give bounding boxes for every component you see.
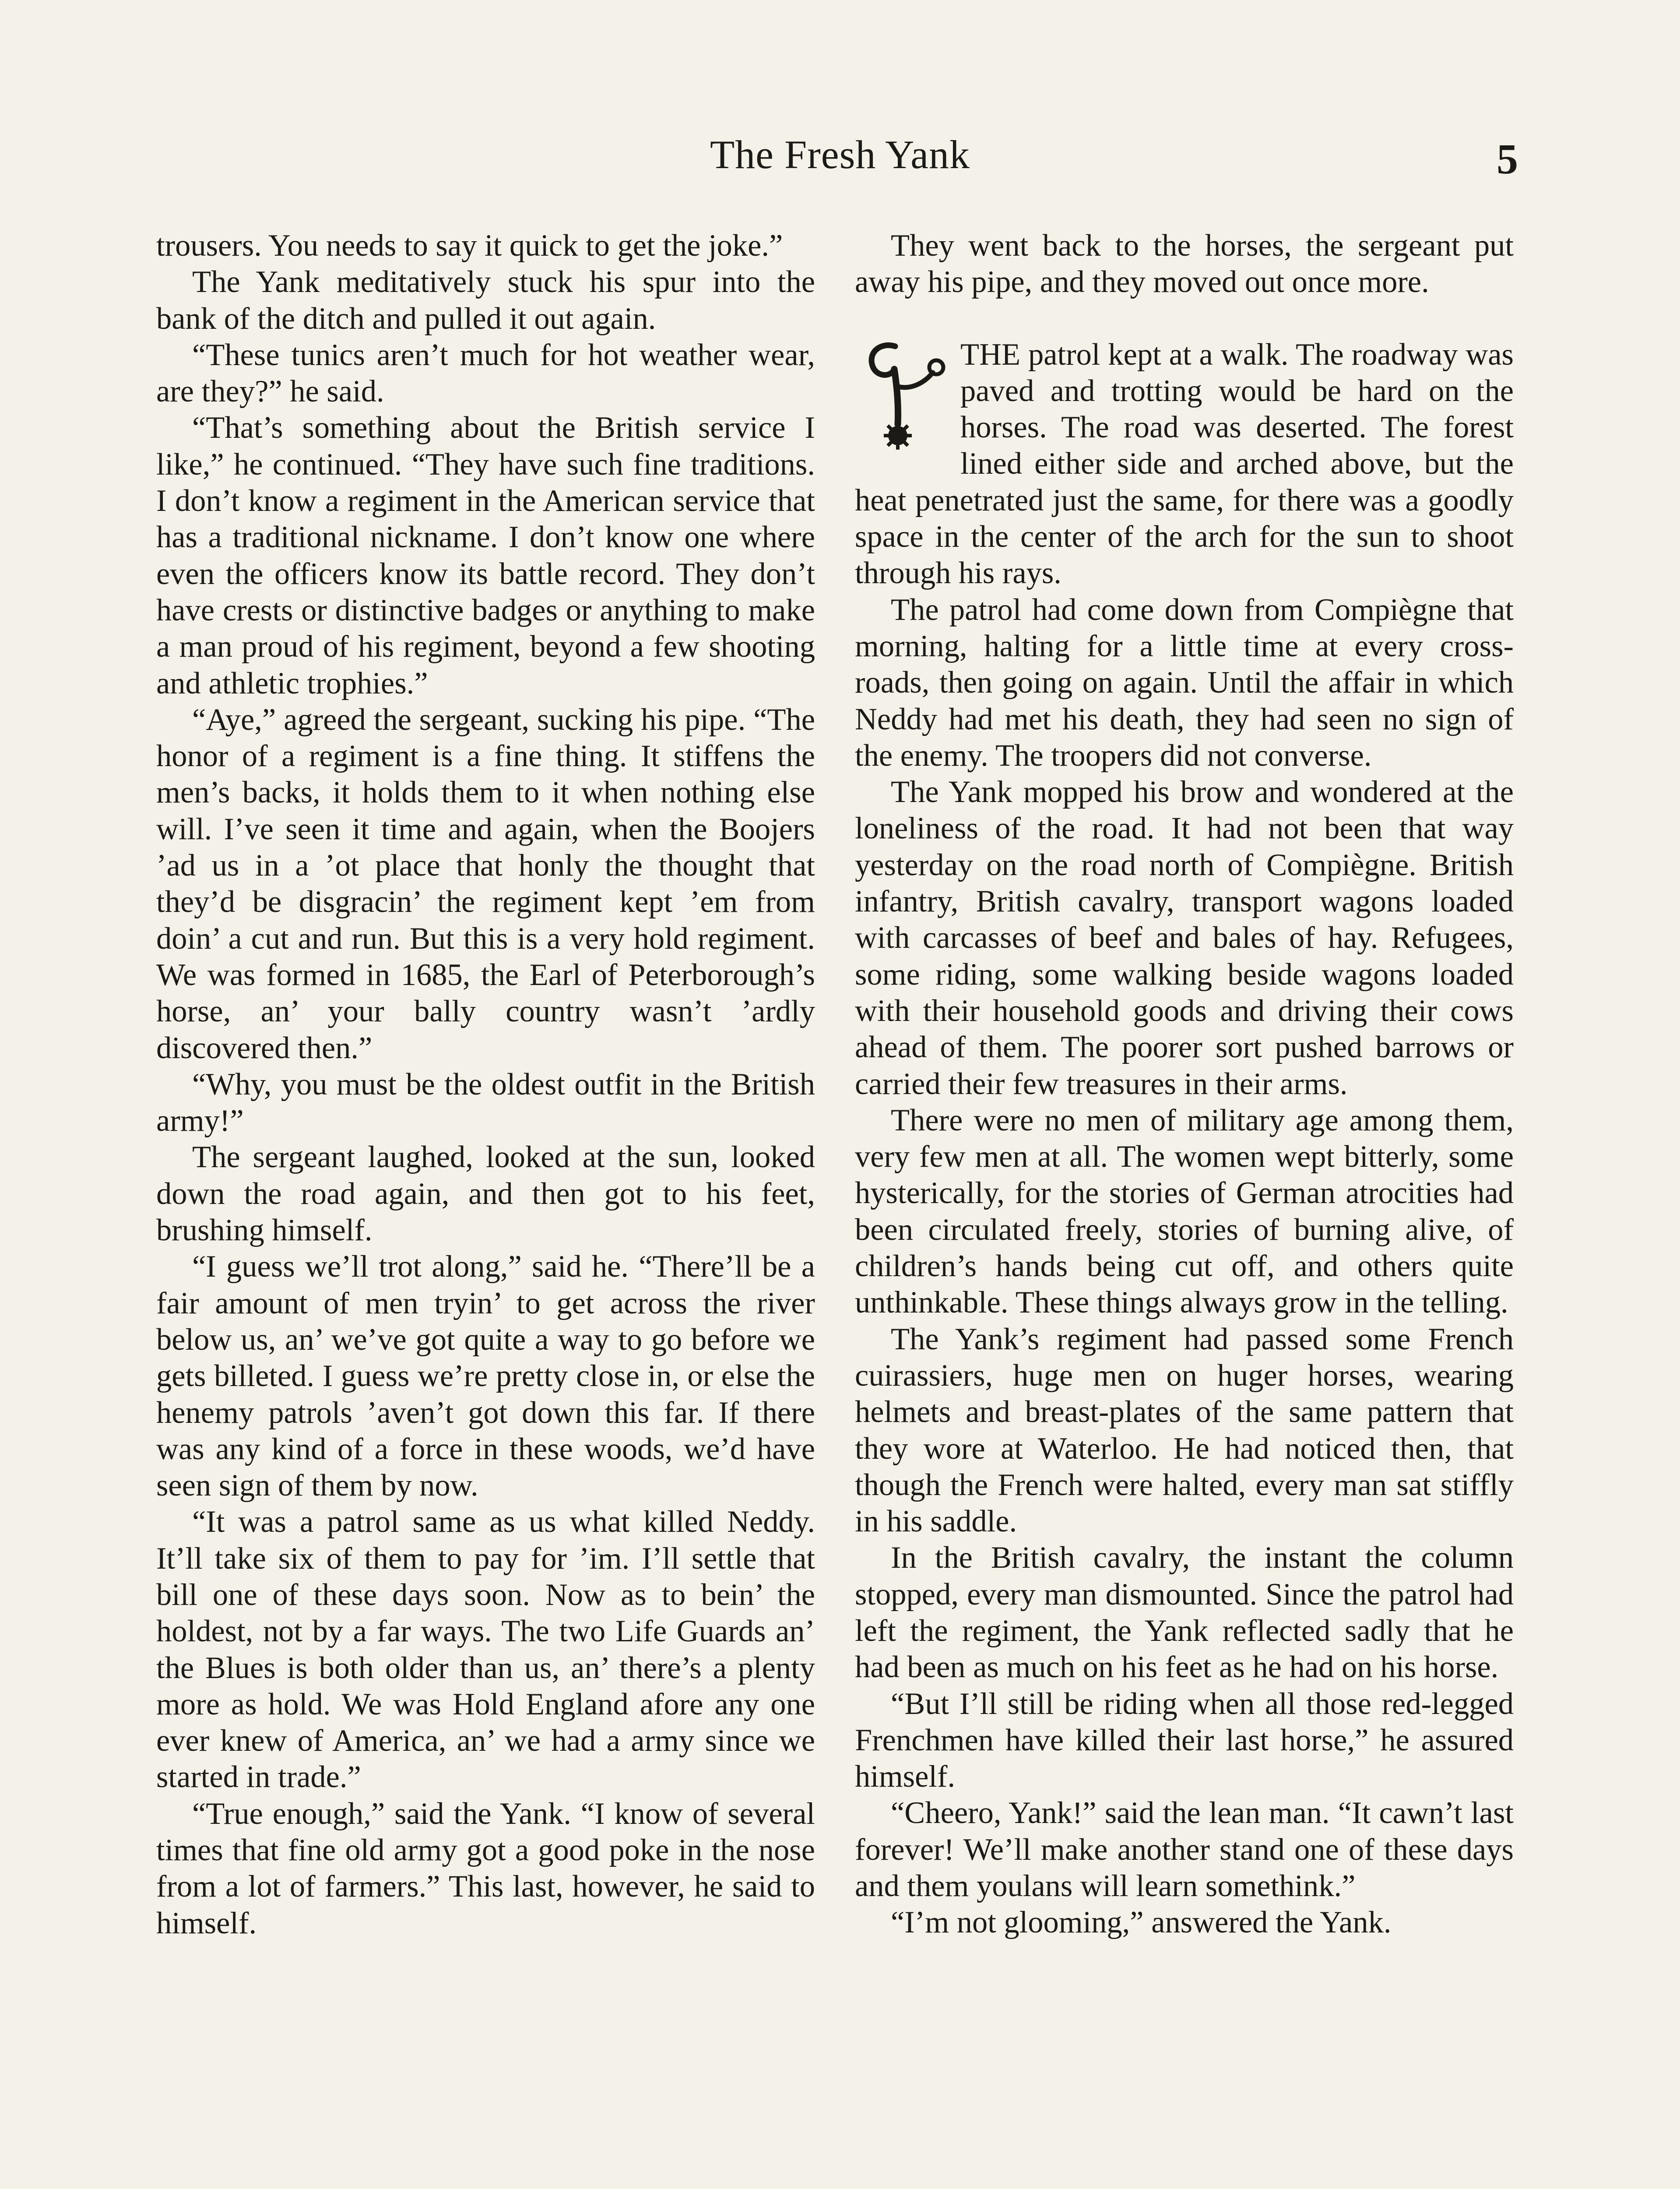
paragraph: The Yank mopped his brow and wondered at the loneliness of the road. It had not been that way yesterday on the road north of Compiègne. British infantry, British cavalry, transport wagons loaded with carcasses of beef and bales of hay. Refugees, some riding, some walking beside wagons loaded with their household goods and driving their cows ahead of them. The poorer sort pushed barrows or carried their few treasures in their arms. [855,775,1514,1101]
page-header [0,131,1680,193]
right-column [855,228,1514,1941]
paragraph: They went back to the horses, the sergeant put away his pipe, and they moved out once more. [855,229,1514,299]
paragraph: “Aye,” agreed the sergeant, sucking his pipe. “The honor of a regiment is a fine thing. It stiffens the men’s backs, it holds them to it when nothing else will. I’ve seen it time and again, when the Boojers ’ad us in a ’ot place that honly the thought that they’d be disgracin’ the regiment kept ’em from doin’ a cut and run. But this is a very hold regiment. We was formed in 1685, the Earl of Peterborough’s horse, an’ your bally country wasn’t ’ardly discovered then.” [156,702,815,1065]
page-number: 5 [1497,136,1518,183]
paragraph: The Yank’s regiment had passed some French cuirassiers, huge men on huger horses, wearing helmets and breast-plates of the same pattern that they wore at Waterloo. He had noticed then, that though the French were halted, every man sat stiffly in his saddle. [855,1322,1514,1539]
left-column [156,228,815,1942]
paragraph: THE patrol kept at a walk. The roadway was paved and trotting would be hard on the horses. The road was deserted. The forest lined either side and arched above, but the heat penetrated just the same, for there was a goodly space in the center of the arch for the sun to shoot through his rays. [855,337,1514,591]
spur-icon [855,338,949,450]
paragraph: “True enough,” said the Yank. “I know of several times that fine old army got a good poke in the nose from a lot of farmers.” This last, however, he said to himself. [156,1796,815,1940]
paragraph: trousers. You needs to say it quick to get the joke.” [156,229,783,263]
paragraph: In the British cavalry, the instant the column stopped, every man dismounted. Since the patrol had left the regiment, the Yank reflected sadly that he had been as much on his feet as he had on his horse. [855,1541,1514,1685]
paragraph: “I guess we’ll trot along,” said he. “There’ll be a fair amount of men tryin’ to get across the river below us, an’ we’ve got quite a way to go before we gets billeted. I guess we’re pretty close in, or else the henemy patrols ’aven’t got down this far. If there was any kind of a force in these woods, we’d have seen sign of them by now. [156,1249,815,1503]
paragraph: “That’s something about the British service I like,” he continued. “They have such fine traditions. I don’t know a regiment in the American service that has a traditional nickname. I don’t know one where even the officers know its battle record. They don’t have crests or distinctive badges or anything to make a man proud of his regiment, beyond a few shooting and athletic trophies.” [156,411,815,700]
paragraph: The patrol had come down from Compiègne that morning, halting for a little time at every cross-roads, then going on again. Until the affair in which Neddy had met his death, they had seen no sign of the enemy. The troopers did not converse. [855,592,1514,773]
paragraph: The sergeant laughed, looked at the sun, looked down the road again, and then got to his feet, brushing himself. [156,1140,815,1248]
paragraph: The Yank meditatively stuck his spur into the bank of the ditch and pulled it out again. [156,265,815,336]
paragraph: “These tunics aren’t much for hot weather wear, are they?” he said. [156,338,815,409]
paragraph: “But I’ll still be riding when all those red-legged Frenchmen have killed their last horse,” he assured himself. [855,1686,1514,1794]
paragraph: “Why, you must be the oldest outfit in the British army!” [156,1067,815,1138]
paragraph: “I’m not glooming,” answered the Yank. [891,1905,1392,1940]
section-break [855,337,1514,1941]
paragraph: There were no men of military age among them, very few men at all. The women wept bitterly, some hysterically, for the stories of German atrocities had been circulated freely, stories of burning alive, of children’s hands being cut off, and others quite unthinkable. These things always grow in the telling. [855,1103,1514,1320]
paragraph: “Cheero, Yank!” said the lean man. “It cawn’t last forever! We’ll make another stand one of these days and them youlans will learn somethink.” [855,1796,1514,1904]
paragraph: “It was a patrol same as us what killed Neddy. It’ll take six of them to pay for ’im. I’ll settle that bill one of these days soon. Now as to bein’ the holdest, not by a far ways. The two Life Guards an’ the Blues is both older than us, an’ there’s a plenty more as hold. We was Hold England afore any one ever knew of America, an’ we had a army since we started in trade.” [156,1505,815,1795]
running-title: The Fresh Yank [710,132,970,177]
